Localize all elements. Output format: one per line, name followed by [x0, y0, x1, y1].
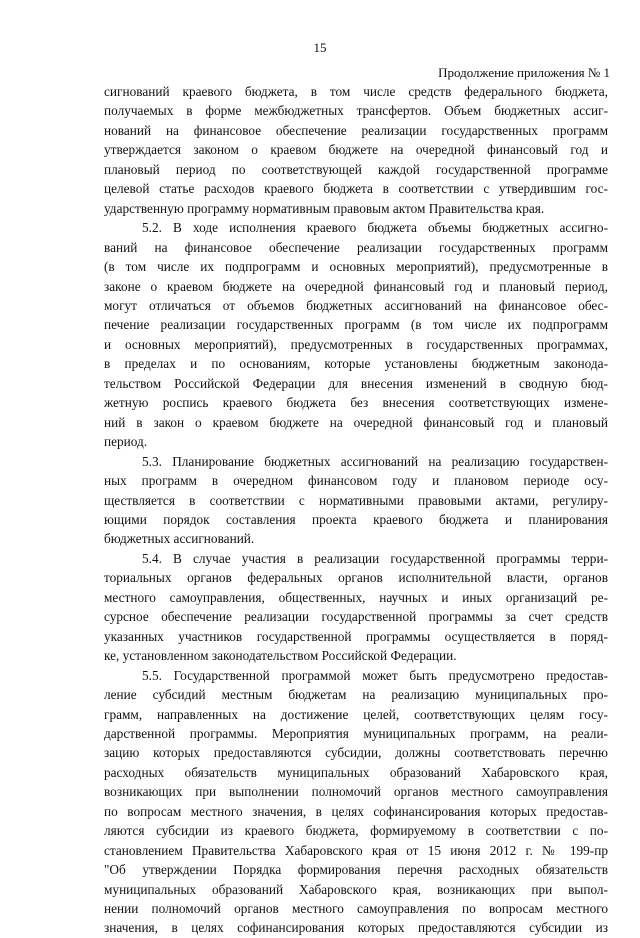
- text-line: возникающих при выполнении полномочий органов местного самоуправления: [104, 784, 608, 800]
- page-number: 15: [313, 40, 327, 55]
- text-line: ваний на финансовое обеспечение реализации государственных программ: [104, 239, 608, 255]
- text-line: становлением Правительства Хабаровского края от 15 июня 2012 г. № 199-пр: [104, 842, 608, 858]
- paragraph-5-2: [104, 218, 608, 451]
- text-line: местного самоуправления, общественных, научных и иных организаций ре-: [104, 589, 608, 605]
- document-body: [104, 82, 608, 938]
- paragraph-5-4: [104, 549, 608, 666]
- text-line: период.: [104, 434, 148, 450]
- text-line: плановый период по соответствующей каждой государственной программе: [104, 161, 608, 177]
- text-line: расходных обязательств муниципальных образований Хабаровского края,: [104, 764, 608, 780]
- text-line: целевой статье расходов краевого бюджета в соответствии с утвердившим гос-: [104, 181, 608, 197]
- text-line: ториальных органов федеральных органов исполнительной власти, органов: [104, 570, 608, 586]
- paragraph-continuation: [104, 82, 608, 218]
- text-line: (в том числе их подпрограмм и основных мероприятий), предусмотренные в: [104, 259, 608, 275]
- text-line: ществляется в соответствии с нормативными правовыми актами, регулиру-: [104, 492, 608, 508]
- text-line: ляются субсидии из краевого бюджета, формируемому в соответствии с по-: [104, 823, 608, 839]
- text-line: ке, установленном законодательством Российской Федерации.: [104, 648, 457, 664]
- text-line: жетную роспись краевого бюджета без внесения соответствующих измене-: [104, 395, 608, 411]
- text-line: тельством Российской Федерации для внесения изменений в сводную бюд-: [104, 375, 608, 391]
- text-line: законе о краевом бюджете на очередной финансовый год и плановый период,: [104, 278, 608, 294]
- text-line: сурсное обеспечение реализации государственной программы за счет средств: [104, 609, 608, 625]
- text-line: нении полномочий органов местного самоуправления по вопросам местного: [104, 901, 608, 917]
- text-line: ющими порядок составления проекта краевого бюджета и планирования: [104, 511, 608, 527]
- text-line: бюджетных ассигнований.: [104, 531, 255, 547]
- text-line: печение реализации государственных программ (в том числе их подпрограмм: [104, 317, 608, 333]
- text-line: ных программ в очередном финансовом году и плановом периоде осу-: [104, 473, 608, 489]
- text-line: 5.4. В случае участия в реализации государственной программы терри-: [142, 550, 608, 566]
- text-line: утверждается законом о краевом бюджете на очередной финансовый год и: [104, 142, 608, 158]
- text-line: 5.5. Государственной программой может быть предусмотрено предостав-: [142, 667, 608, 683]
- text-line: в пределах и по основаниям, которые установлены бюджетным законода-: [104, 356, 608, 372]
- text-line: получаемых в форме межбюджетных трансфертов. Объем бюджетных ассиг-: [104, 103, 608, 119]
- text-line: дарственной программы. Мероприятия муниципальных программ, на реали-: [104, 725, 608, 741]
- paragraph-5-3: [104, 452, 608, 549]
- text-line: муниципальных образований Хабаровского края, возникающих при выпол-: [104, 881, 608, 897]
- text-line: нований на финансовое обеспечение реализации государственных программ: [104, 122, 608, 138]
- appendix-continuation-label: Продолжение приложения № 1: [438, 65, 610, 80]
- text-line: могут отличаться от объемов бюджетных ассигнований на финансовое обес-: [104, 297, 608, 313]
- text-line: грамм, направленных на достижение целей, соответствующих целям госу-: [104, 706, 608, 722]
- text-line: 5.2. В ходе исполнения краевого бюджета объемы бюджетных ассигно-: [142, 220, 608, 236]
- text-line: зацию которых предоставляются субсидии, должны соответствовать перечню: [104, 745, 608, 761]
- text-line: ний в закон о краевом бюджете на очередной финансовый год и плановый: [104, 414, 608, 430]
- text-line: 5.3. Планирование бюджетных ассигнований на реализацию государствен-: [142, 453, 608, 469]
- text-line: указанных участников государственной программы осуществляется в поряд-: [104, 628, 608, 644]
- text-line: "Об утверждении Порядка формирования перечня расходных обязательств: [104, 862, 608, 878]
- text-line: сигнований краевого бюджета, в том числе средств федерального бюджета,: [104, 84, 608, 99]
- text-line: ударственную программу нормативным правовым актом Правительства края.: [104, 200, 545, 216]
- text-line: и основных мероприятий), предусмотренных в государственных программах,: [104, 336, 608, 352]
- text-line: по вопросам местного значения, в целях софинансирования которых предостав-: [104, 803, 608, 819]
- text-line: значения, в целях софинансирования которых предоставляются субсидии из: [104, 920, 608, 936]
- text-line: ление субсидий местным бюджетам на реализацию муниципальных про-: [104, 687, 608, 703]
- paragraph-5-5: [104, 666, 608, 938]
